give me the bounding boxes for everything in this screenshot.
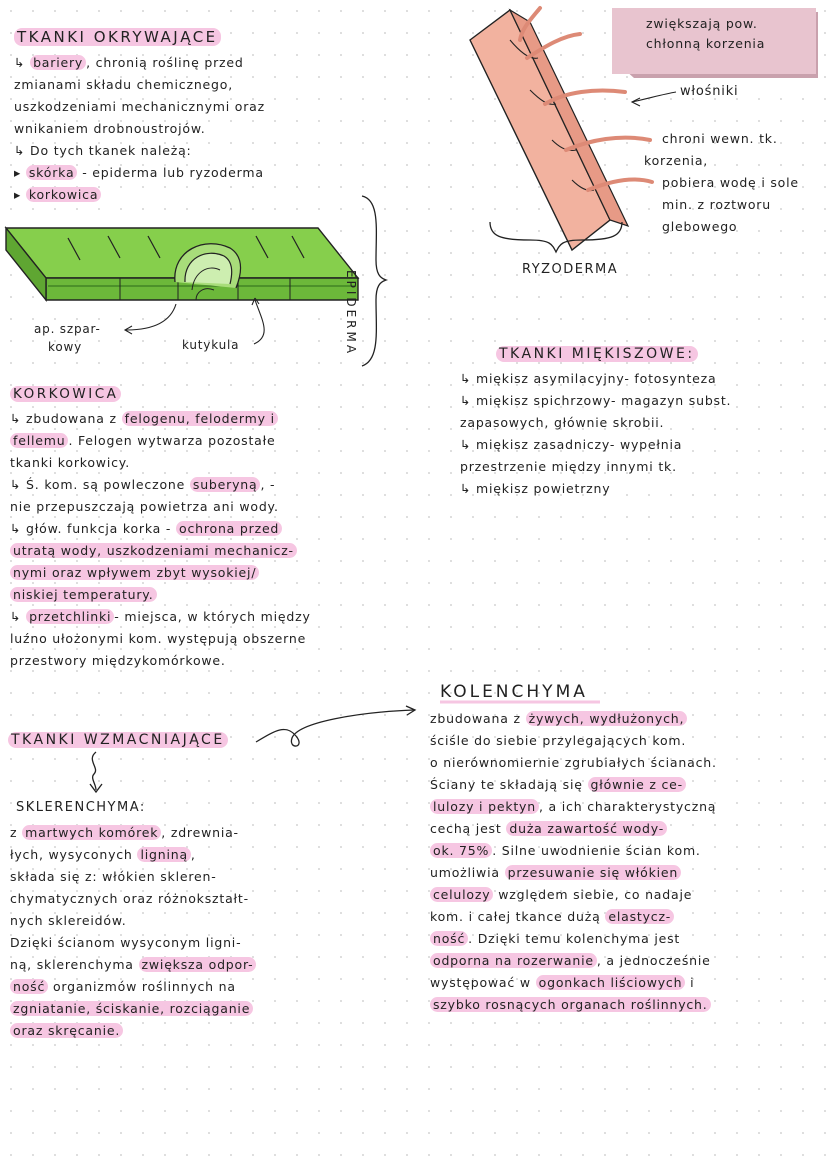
okrywajace-text: ↳ bariery , chronią roślinę przed zmianami składu chemicznego, uszkodzeniami mechanicznymi oraz wnikaniem drobnoustrojów. ↳ Do tych tkanek należą: ▸ skórka - epiderma lub ryzoderma ▸ korkowica	[14, 55, 266, 202]
wzmacniajace-title: TKANKI WZMACNIAJĄCE	[8, 732, 228, 748]
miekiszowe-title: TKANKI MIĘKISZOWE:	[496, 346, 698, 362]
ryzoderma-desc: chroni wewn. tk. korzenia, pobiera wodę i sole min. z roztworu glebowego	[644, 131, 799, 234]
okrywajace-title: TKANKI OKRYWAJĄCE	[14, 28, 221, 46]
note-box-text: zwiększają pow. chłonną korzenia	[646, 16, 766, 51]
korkowica-title: KORKOWICA	[10, 386, 121, 402]
sklerenchyma-text: z martwych komórek , zdrewnia- łych, wysyconych ligniną , składa się z: włókien skleren- chymatycznych oraz różnokształt- nych sklereidów. Dzięki ścianom wysyconym ligni- ną, sklerenchyma zwiększa odpor- ność organizmów roślinnych na zgniatanie, ściskanie, rozciąganie oraz skręcanie.	[10, 822, 256, 1042]
sklerenchyma-title: SKLERENCHYMA:	[16, 800, 146, 815]
kolenchyma-text: zbudowana z żywych, wydłużonych, ściśle do siebie przylegających kom. o nierównomiernie zgrubiałych ścianach. Ściany te składają się głównie z ce- lulozy i pektyn , a ich charakterystyczną cechą jest duża zawartość wody- ok. 75% . Silne uwodnienie ścian kom. umożliwia przesuwanie się włókien celulozy względem siebie, co nadaje kom. i całej tkance dużą elastycz- ność . Dzięki temu kolenchyma jest odporna na rozerwanie , a jednocześnie występować w ogonkach liściowych i szybko rosnących organach roślinnych.	[430, 711, 717, 1012]
kolenchyma-title: KOLENCHYMA	[440, 682, 588, 702]
ryzoderma-caption: RYZODERMA	[522, 262, 619, 277]
label-cuticle: kutykula	[182, 338, 240, 352]
label-root-hairs: włośniki	[680, 84, 739, 99]
miekiszowe-text: ↳ miękisz asymilacyjny- fotosynteza ↳ miękisz spichrzowy- magazyn subst. zapasowych, głównie skrobii. ↳ miękisz zasadniczy- wypełnia przestrzenie między innymi tk. ↳ miękisz powietrzny	[460, 371, 732, 496]
korkowica-text: ↳ zbudowana z felogenu, felodermy i fellemu . Felogen wytwarza pozostałe tkanki korkowicy. ↳ Ś. kom. są powleczone suberyną , - nie przepuszczają powietrza ani wody. ↳ głów. funkcja korka - ochrona przed utratą wody, uszkodzeniami mechanicz- nymi oraz wpływem zbyt wysokiej/ niskiej temperatury. ↳ przetchlinki - miejsca, w których między luźno ułożonymi kom. występują obszerne przestwory międzykomórkowe.	[10, 411, 311, 668]
label-stoma: ap. szpar- kowy	[34, 322, 101, 354]
epiderma-side-label: EPIDERMA	[344, 270, 358, 357]
